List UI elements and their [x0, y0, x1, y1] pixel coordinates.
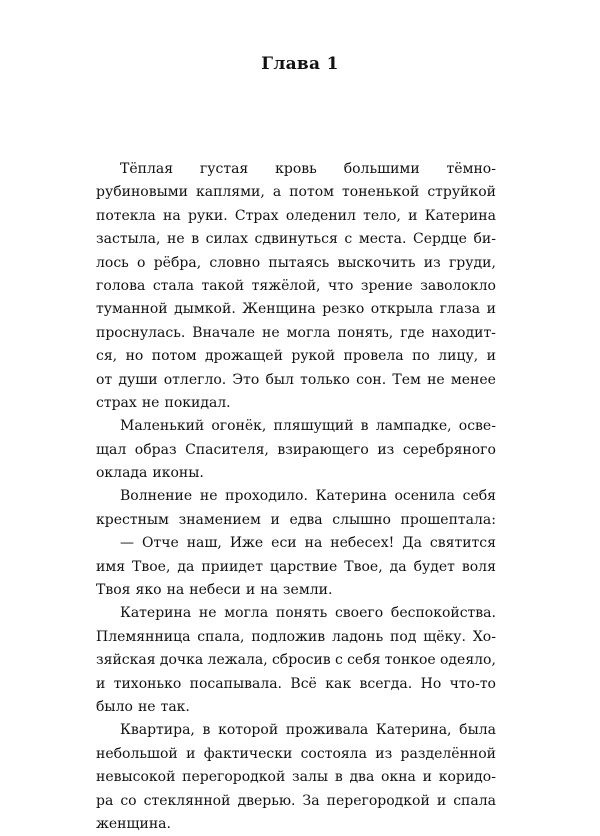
- text-line: рубиновыми каплями, а потом тоненькой струйкой: [96, 184, 496, 201]
- text-line: застыла, не в силах сдвинуться с места. Сердце би-: [96, 231, 496, 248]
- text-line: — Отче наш, Иже еси на небесех! Да святится: [120, 535, 496, 552]
- text-line: страх не покидал.: [96, 394, 231, 411]
- text-line: невысокой перегородкой залы в два окна и коридо-: [96, 769, 496, 786]
- chapter-text: [96, 158, 496, 836]
- text-line: небольшой и фактически состояла из разделённой: [96, 745, 496, 762]
- text-line: щал образ Спасителя, взирающего из серебряного: [96, 441, 496, 458]
- text-line: ра со стеклянной дверью. За перегородкой и спала: [96, 792, 496, 809]
- text-line: ся, но потом дрожащей рукой провела по лицу, и: [96, 348, 496, 365]
- text-line: было не так.: [96, 698, 190, 715]
- text-line: лось о рёбра, словно пытаясь выскочить из груди,: [96, 254, 496, 271]
- text-line: туманной дымкой. Женщина резко открыла глаза и: [96, 301, 496, 318]
- text-line: Племянница спала, подложив ладонь под щёку. Хо-: [96, 628, 496, 645]
- text-line: Квартира, в которой проживала Катерина, была: [120, 722, 496, 739]
- text-line: Волнение не проходило. Катерина осенила себя: [120, 488, 496, 505]
- text-line: и тихонько посапывала. Всё как всегда. Но что-то: [96, 675, 496, 692]
- text-line: Тёплая густая кровь большими тёмно-: [120, 161, 496, 177]
- text-line: зяйская дочка лежала, сбросив с себя тонкое одеяло,: [96, 652, 496, 669]
- text-line: Катерина не могла понять своего беспокойства.: [120, 605, 496, 622]
- text-line: крестным знамением и едва слышно прошептала:: [96, 511, 496, 528]
- text-line: оклада иконы.: [96, 465, 204, 482]
- text-line: имя Твое, да приидет царствие Твое, да будет воля: [96, 558, 496, 575]
- text-line: проснулась. Вначале не могла понять, где находит-: [96, 324, 496, 341]
- text-line: голова стала такой тяжёлой, что зрение заволокло: [96, 277, 496, 294]
- text-line: женщина.: [96, 815, 171, 832]
- chapter-title: Глава 1: [261, 54, 339, 74]
- text-line: потекла на руки. Страх оледенил тело, и Катерина: [96, 207, 496, 224]
- text-line: от души отлегло. Это был только сон. Тем не менее: [96, 371, 496, 388]
- text-line: Маленький огонёк, пляшущий в лампадке, осве-: [120, 418, 496, 435]
- text-line: Твоя яко на небеси и на земли.: [96, 582, 333, 599]
